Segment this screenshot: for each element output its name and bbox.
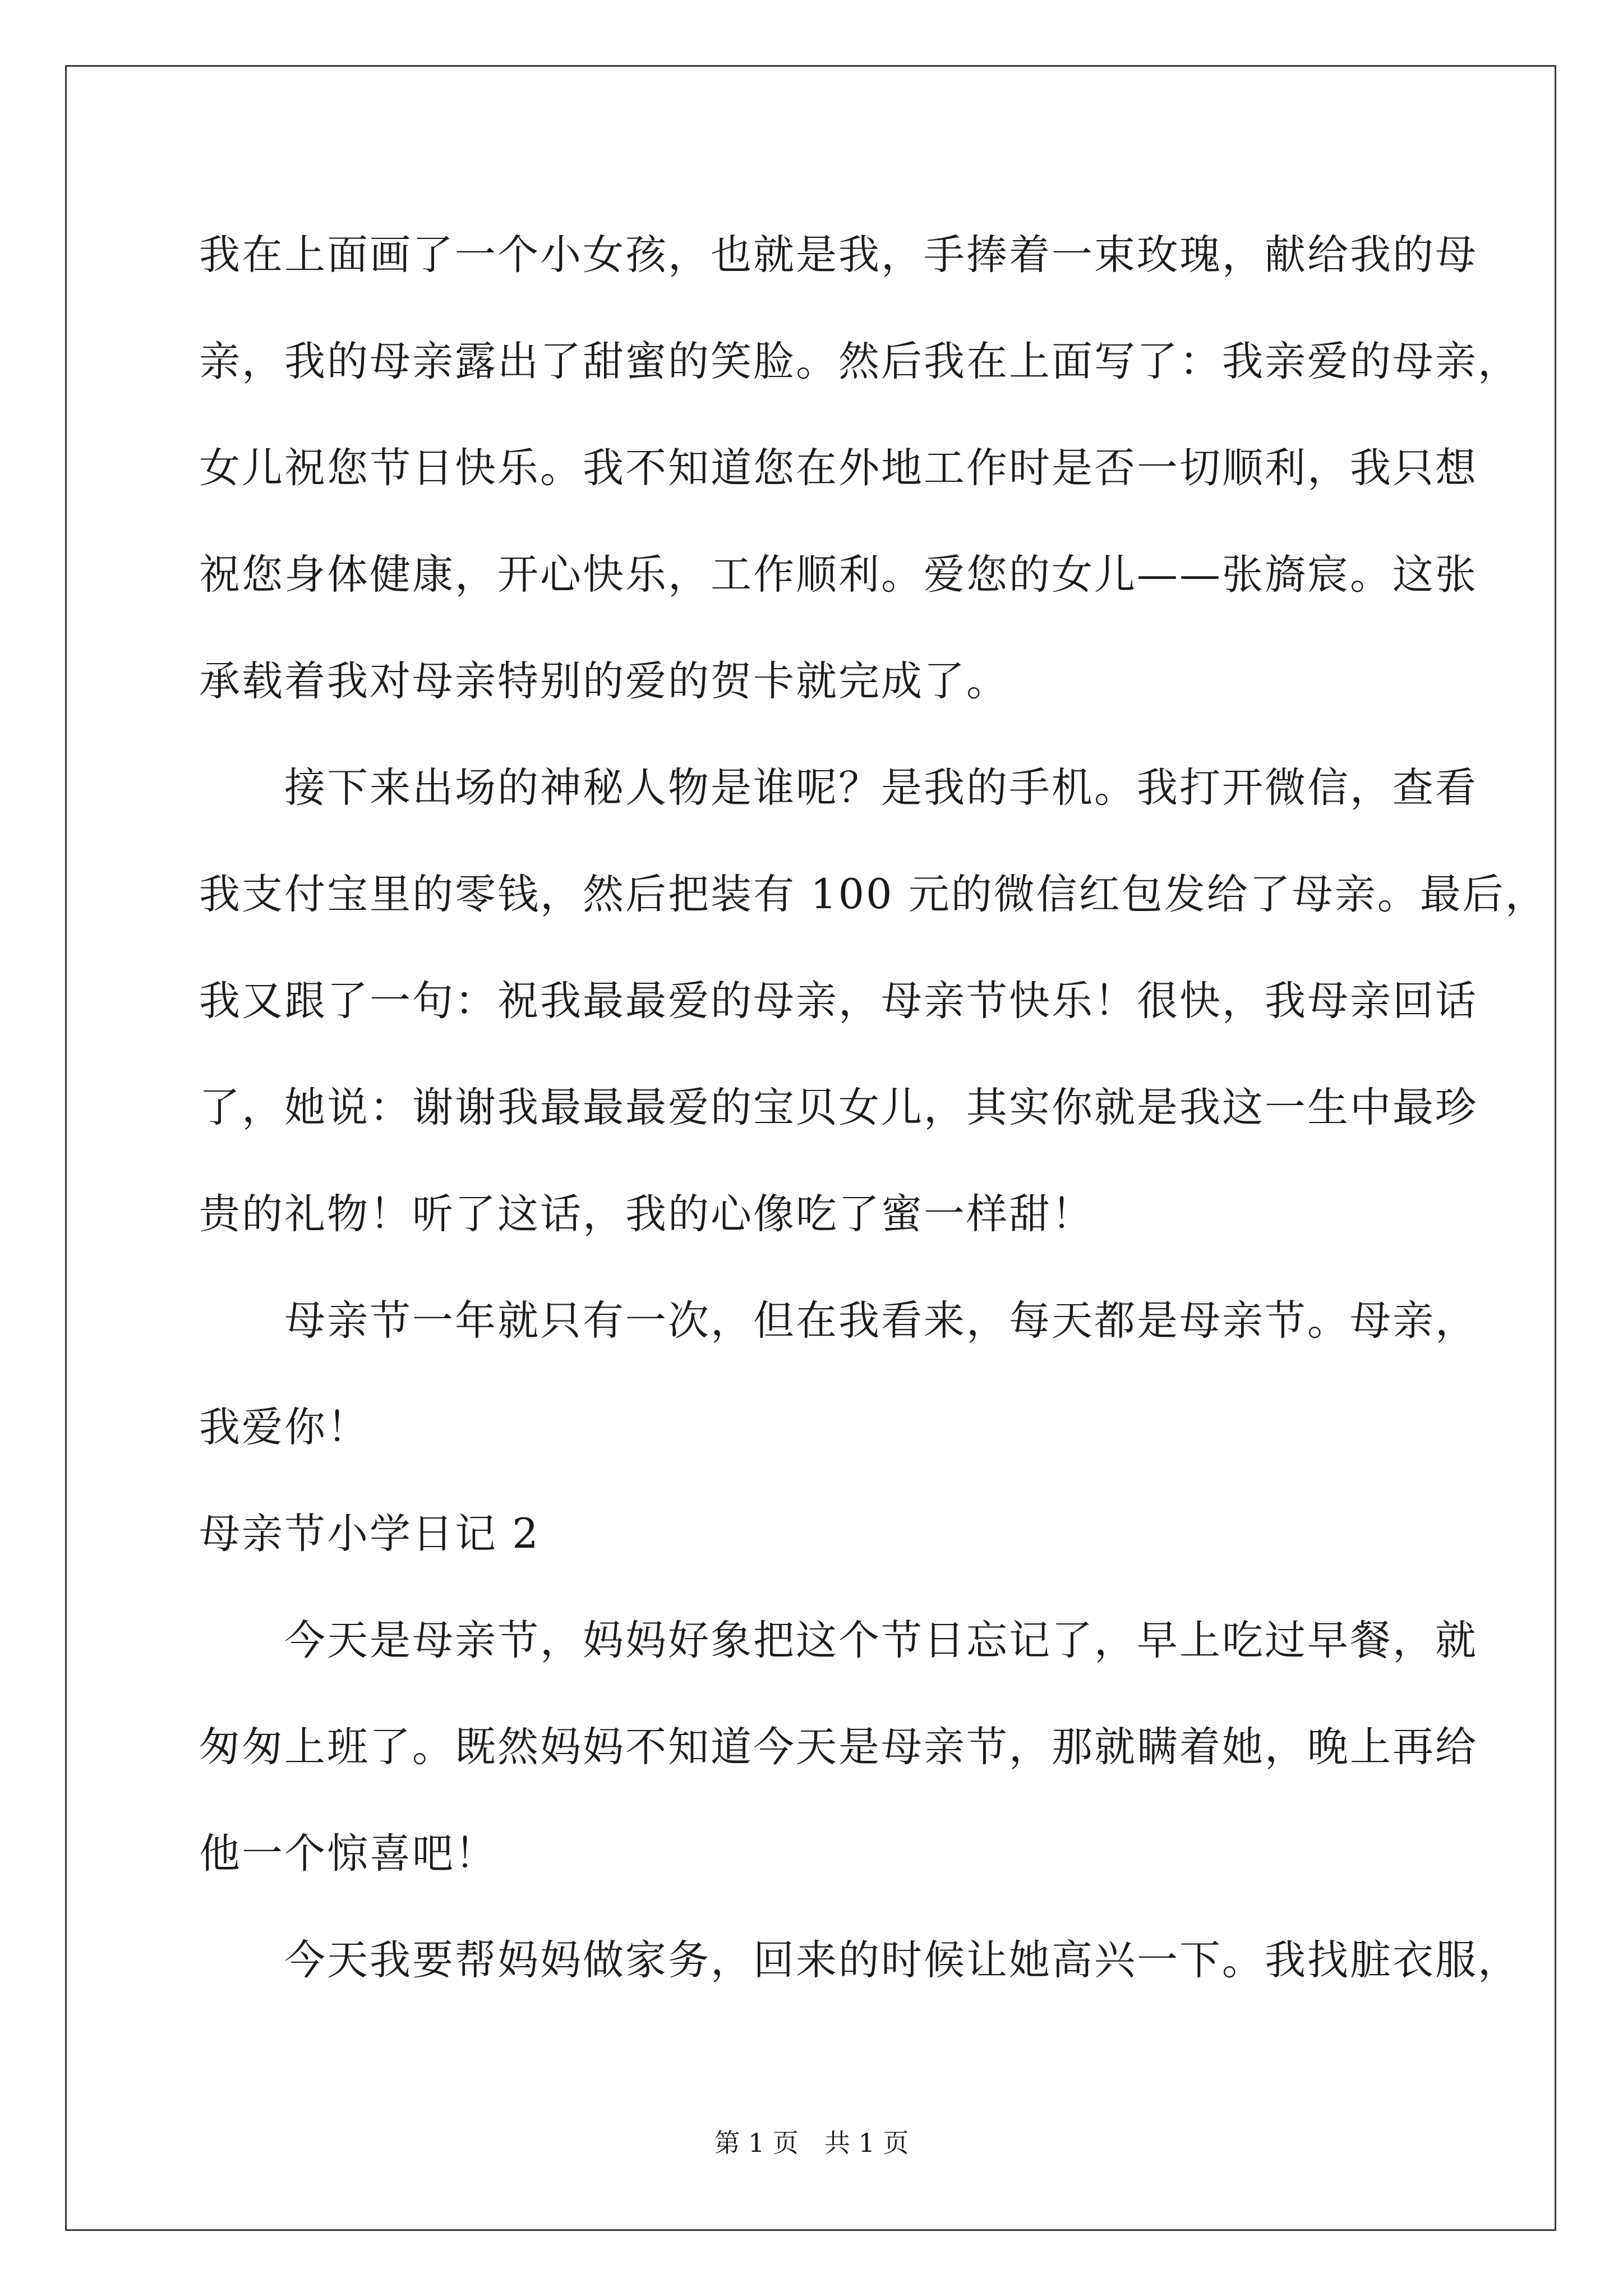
text-line: 我又跟了一句：祝我最最爱的母亲，母亲节快乐！很快，我母亲回话 (199, 977, 1478, 1025)
document-body (199, 202, 1548, 2014)
text-line: 亲，我的母亲露出了甜蜜的笑脸。然后我在上面写了：我亲爱的母亲， (199, 338, 1520, 385)
text-line: 我在上面画了一个小女孩，也就是我，手捧着一束玫瑰，献给我的母 (199, 231, 1478, 279)
text-line: 我支付宝里的零钱，然后把装有 100 元的微信红包发给了母亲。最后， (199, 871, 1548, 918)
text-line: 了，她说：谢谢我最最最爱的宝贝女儿，其实你就是我这一生中最珍 (199, 1084, 1478, 1131)
text-line: 承载着我对母亲特别的爱的贺卡就完成了。 (199, 657, 1009, 705)
text-line: 女儿祝您节日快乐。我不知道您在外地工作时是否一切顺利，我只想 (199, 444, 1478, 492)
paragraph-start-line: 接下来出场的神秘人物是谁呢？是我的手机。我打开微信，查看 (199, 764, 1478, 812)
paragraph-start-line: 母亲节一年就只有一次，但在我看来，每天都是母亲节。母亲， (199, 1297, 1478, 1345)
text-line: 祝您身体健康，开心快乐，工作顺利。爱您的女儿——张旖宸。这张 (199, 551, 1478, 599)
text-line: 他一个惊喜吧！ (199, 1830, 497, 1878)
paragraph-start-line: 今天我要帮妈妈做家务，回来的时候让她高兴一下。我找脏衣服， (199, 1936, 1520, 1984)
page-number-label: 第 1 页 共 1 页 (714, 2128, 909, 2158)
text-line: 贵的礼物！听了这话，我的心像吃了蜜一样甜！ (199, 1190, 1094, 1238)
text-line: 我爱你！ (199, 1404, 370, 1451)
section-heading: 母亲节小学日记 2 (199, 1510, 540, 1558)
page-footer (0, 2126, 1623, 2160)
paragraph-start-line: 今天是母亲节，妈妈好象把这个节日忘记了，早上吃过早餐，就 (199, 1617, 1478, 1664)
text-line: 匆匆上班了。既然妈妈不知道今天是母亲节，那就瞒着她，晚上再给 (199, 1723, 1478, 1771)
